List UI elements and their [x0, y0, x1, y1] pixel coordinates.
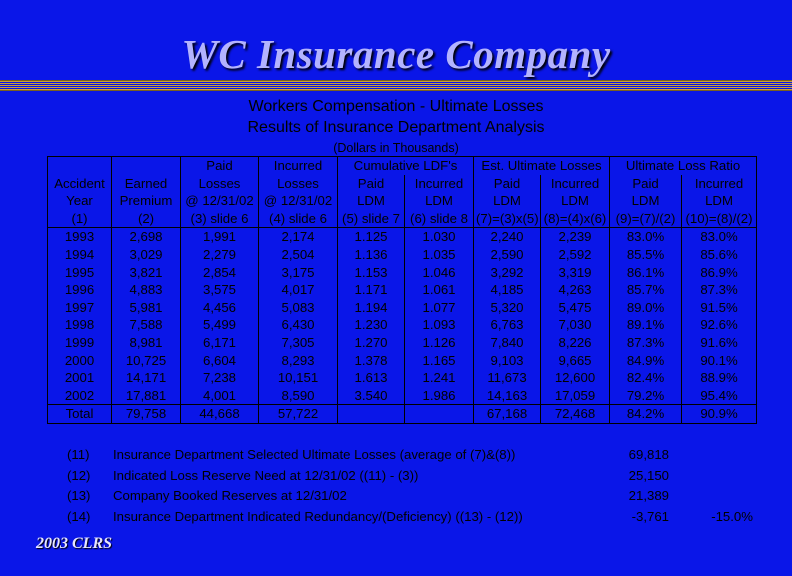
header-row-4-cell: (10)=(8)/(2) [682, 210, 757, 228]
table-row-cell: 8,293 [259, 352, 338, 370]
header-cell [112, 157, 181, 175]
header-row-4-cell: (7)=(3)x(5) [474, 210, 541, 228]
header-row-3-cell: @ 12/31/02 [259, 192, 338, 210]
note-value: 69,818 [628, 447, 669, 462]
table-row-cell: 3.540 [338, 387, 405, 405]
header-cell: Incurred [259, 157, 338, 175]
header-row-4-cell: (5) slide 7 [338, 210, 405, 228]
table-row-cell: 12,600 [541, 369, 610, 387]
table-row-cell: 4,456 [181, 299, 259, 317]
table-row-cell: 2001 [48, 369, 112, 387]
header-row-4-cell: (3) slide 6 [181, 210, 259, 228]
header-row-2-cell: Paid [474, 175, 541, 193]
table-row-cell: 87.3% [682, 281, 757, 299]
table-row-cell: 79.2% [610, 387, 682, 405]
table-row [48, 299, 757, 317]
table-row-cell: 1999 [48, 334, 112, 352]
header-row-2-cell: Incurred [405, 175, 474, 193]
table-row-cell: 1.030 [405, 228, 474, 246]
header-row-4-cell: (4) slide 6 [259, 210, 338, 228]
table-row-cell: 5,981 [112, 299, 181, 317]
table-row-cell: 1995 [48, 264, 112, 282]
header-row-4 [48, 210, 757, 228]
table-row-cell: 4,263 [541, 281, 610, 299]
table-row-cell: 10,725 [112, 352, 181, 370]
table-row-cell: 91.5% [682, 299, 757, 317]
table-row-cell: 3,319 [541, 264, 610, 282]
table-row-cell: 7,305 [259, 334, 338, 352]
table-row-cell: 5,475 [541, 299, 610, 317]
title-divider [0, 80, 792, 91]
subtitle-main: Workers Compensation - Ultimate Losses [248, 98, 544, 115]
total-row-cell: 90.9% [682, 405, 757, 424]
slide-title: WC Insurance Company [181, 31, 611, 77]
header-row-3-cell: LDM [682, 192, 757, 210]
header-group-est-ultimate: Est. Ultimate Losses [474, 157, 610, 175]
note-row [47, 466, 756, 487]
table-row-cell: 5,083 [259, 299, 338, 317]
table-row-cell: 6,430 [259, 316, 338, 334]
subtitle-secondary: Results of Insurance Department Analysis [247, 119, 545, 136]
table-row-cell: 17,881 [112, 387, 181, 405]
table-row-cell: 7,840 [474, 334, 541, 352]
table-row-cell: 1.270 [338, 334, 405, 352]
table-row-cell: 1.126 [405, 334, 474, 352]
header-row-3-cell: LDM [338, 192, 405, 210]
header-row-3-cell: LDM [541, 192, 610, 210]
total-row-cell: 79,758 [112, 405, 181, 424]
table-row-cell: 5,320 [474, 299, 541, 317]
header-row-2-cell: Incurred [541, 175, 610, 193]
note-value: 21,389 [628, 488, 669, 503]
table-row-cell: 1997 [48, 299, 112, 317]
header-row-3 [48, 192, 757, 210]
header-cell: Paid [181, 157, 259, 175]
table-row-cell: 2,279 [181, 246, 259, 264]
table-row-cell: 1,991 [181, 228, 259, 246]
table-row-cell: 4,001 [181, 387, 259, 405]
note-id: (14) [67, 508, 91, 524]
table-row-cell: 87.3% [610, 334, 682, 352]
header-group-loss-ratio: Ultimate Loss Ratio [610, 157, 757, 175]
table-row-cell: 8,590 [259, 387, 338, 405]
header-row-2-cell: Losses [181, 175, 259, 193]
table-row-cell: 3,575 [181, 281, 259, 299]
note-text: Insurance Department Selected Ultimate Losses (average of (7)&(8)) [113, 447, 516, 462]
table-row-cell: 2002 [48, 387, 112, 405]
table-row [48, 352, 757, 370]
table-row-cell: 1.613 [338, 369, 405, 387]
table-row-cell: 3,029 [112, 246, 181, 264]
header-row-4-cell: (9)=(7)/(2) [610, 210, 682, 228]
table-row-cell: 95.4% [682, 387, 757, 405]
header-row-3-cell: LDM [405, 192, 474, 210]
table-row-cell: 14,171 [112, 369, 181, 387]
table-row [48, 369, 757, 387]
ultimate-losses-table [47, 156, 757, 424]
table-row-cell: 1.035 [405, 246, 474, 264]
header-row-2-cell: Accident [48, 175, 112, 193]
table-row [48, 387, 757, 405]
table-row [48, 316, 757, 334]
table-row-cell: 1.046 [405, 264, 474, 282]
table-row-cell: 8,226 [541, 334, 610, 352]
table-row-cell: 1.241 [405, 369, 474, 387]
table-row-cell: 4,185 [474, 281, 541, 299]
total-row-cell: 84.2% [610, 405, 682, 424]
table-row-cell: 6,171 [181, 334, 259, 352]
table-row-cell: 1.077 [405, 299, 474, 317]
table-row [48, 281, 757, 299]
header-cell [48, 157, 112, 175]
table-row-cell: 83.0% [610, 228, 682, 246]
table-row-cell: 9,665 [541, 352, 610, 370]
total-row-cell: 57,722 [259, 405, 338, 424]
note-id: (11) [67, 447, 90, 462]
header-row-1 [48, 157, 757, 175]
footer-label: 2003 CLRS [36, 535, 113, 552]
header-row-4-cell: (1) [48, 210, 112, 228]
table-row-cell: 85.6% [682, 246, 757, 264]
table-row [48, 228, 757, 246]
table-row-cell: 4,017 [259, 281, 338, 299]
table-row [48, 334, 757, 352]
total-row-cell [338, 405, 405, 424]
table-row-cell: 5,499 [181, 316, 259, 334]
table-row-cell: 1.986 [405, 387, 474, 405]
table-row-cell: 1.093 [405, 316, 474, 334]
table-row-cell: 1994 [48, 246, 112, 264]
table-row-cell: 89.0% [610, 299, 682, 317]
table-row-cell: 4,883 [112, 281, 181, 299]
table-row-cell: 2000 [48, 352, 112, 370]
header-row-2-cell: Paid [338, 175, 405, 193]
table-row-cell: 91.6% [682, 334, 757, 352]
header-row-3-cell: @ 12/31/02 [181, 192, 259, 210]
header-row-3-cell: LDM [474, 192, 541, 210]
table-row-cell: 1993 [48, 228, 112, 246]
total-row-cell: 72,468 [541, 405, 610, 424]
note-row [47, 486, 756, 507]
header-row-2-cell: Paid [610, 175, 682, 193]
total-row [48, 405, 757, 424]
table-row-cell: 1.171 [338, 281, 405, 299]
total-row-cell: 44,668 [181, 405, 259, 424]
table-row [48, 264, 757, 282]
note-text: Indicated Loss Reserve Need at 12/31/02 ((11) - (3)) [113, 467, 419, 483]
table-row-cell: 7,030 [541, 316, 610, 334]
table-row-cell: 3,292 [474, 264, 541, 282]
table-row-cell: 9,103 [474, 352, 541, 370]
table-row-cell: 82.4% [610, 369, 682, 387]
note-percent: -15.0% [711, 508, 753, 524]
table-row-cell: 2,504 [259, 246, 338, 264]
note-id: (12) [67, 467, 91, 483]
table-row-cell: 6,604 [181, 352, 259, 370]
table-row-cell: 7,588 [112, 316, 181, 334]
header-row-4-cell: (2) [112, 210, 181, 228]
table-row-cell: 2,590 [474, 246, 541, 264]
table-row-cell: 2,854 [181, 264, 259, 282]
note-row [47, 507, 756, 528]
table-row-cell: 1.378 [338, 352, 405, 370]
header-row-4-cell: (8)=(4)x(6) [541, 210, 610, 228]
table-row-cell: 7,238 [181, 369, 259, 387]
note-value: -3,761 [631, 508, 669, 524]
header-row-2-cell: Losses [259, 175, 338, 193]
table-row-cell: 89.1% [610, 316, 682, 334]
table-row-cell: 3,821 [112, 264, 181, 282]
header-row-3-cell: Year [48, 192, 112, 210]
table-row-cell: 1.061 [405, 281, 474, 299]
table-row-cell: 2,240 [474, 228, 541, 246]
total-row-cell: Total [48, 405, 112, 424]
table-row-cell: 86.9% [682, 264, 757, 282]
subtitle-units: (Dollars in Thousands) [333, 141, 459, 155]
table-row-cell: 2,174 [259, 228, 338, 246]
table-row-cell: 1.125 [338, 228, 405, 246]
header-row-2-cell: Earned [112, 175, 181, 193]
table-row-cell: 85.7% [610, 281, 682, 299]
total-row-cell [405, 405, 474, 424]
table-row-cell: 17,059 [541, 387, 610, 405]
reserve-notes [47, 445, 756, 527]
table-row-cell: 86.1% [610, 264, 682, 282]
header-row-4-cell: (6) slide 8 [405, 210, 474, 228]
table-row-cell: 1.153 [338, 264, 405, 282]
table-row-cell: 1998 [48, 316, 112, 334]
table-row-cell: 6,763 [474, 316, 541, 334]
table-row-cell: 11,673 [474, 369, 541, 387]
table-row-cell: 3,175 [259, 264, 338, 282]
table-row-cell: 83.0% [682, 228, 757, 246]
table-row [48, 246, 757, 264]
table-row-cell: 88.9% [682, 369, 757, 387]
total-row-cell: 67,168 [474, 405, 541, 424]
table-row-cell: 1.136 [338, 246, 405, 264]
table-row-cell: 90.1% [682, 352, 757, 370]
table-row-cell: 1996 [48, 281, 112, 299]
table-row-cell: 10,151 [259, 369, 338, 387]
table-row-cell: 2,698 [112, 228, 181, 246]
header-row-2 [48, 175, 757, 193]
note-text: Company Booked Reserves at 12/31/02 [113, 488, 347, 503]
note-row [47, 445, 756, 466]
table-row-cell: 1.230 [338, 316, 405, 334]
table-row-cell: 84.9% [610, 352, 682, 370]
header-row-2-cell: Incurred [682, 175, 757, 193]
table-row-cell: 1.165 [405, 352, 474, 370]
note-id: (13) [67, 488, 91, 503]
header-row-3-cell: Premium [112, 192, 181, 210]
table-row-cell: 2,592 [541, 246, 610, 264]
table-row-cell: 92.6% [682, 316, 757, 334]
note-value: 25,150 [628, 467, 669, 483]
table-row-cell: 1.194 [338, 299, 405, 317]
table-row-cell: 2,239 [541, 228, 610, 246]
table-row-cell: 8,981 [112, 334, 181, 352]
header-group-cumulative-ldf: Cumulative LDF's [338, 157, 474, 175]
header-row-3-cell: LDM [610, 192, 682, 210]
table-row-cell: 85.5% [610, 246, 682, 264]
table-row-cell: 14,163 [474, 387, 541, 405]
note-text: Insurance Department Indicated Redundancy/(Deficiency) ((13) - (12)) [113, 508, 523, 524]
